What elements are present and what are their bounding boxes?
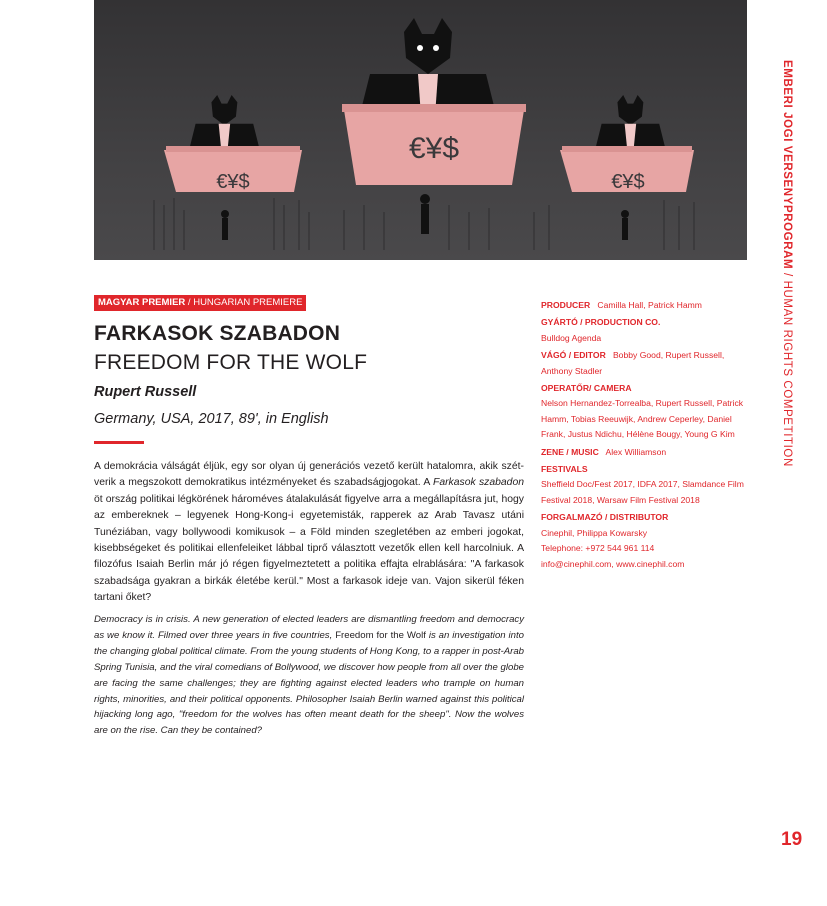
premiere-en: HUNGARIAN PREMIERE [193, 297, 303, 308]
section-label-vertical: EMBERI JOGI VERSENYPROGRAM / HUMAN RIGHTS COMPETITION [781, 60, 793, 467]
credit-editor: VÁGÓ / EDITOR Bobby Good, Rupert Russell, Anthony Stadler [541, 350, 725, 376]
credit-distributor: FORGALMAZÓ / DISTRIBUTOR Cinephil, Philippa Kowarsky Telephone: +972 544 961 114 info@cinephil.com, www.cinephil.com [541, 512, 685, 569]
podium-center [342, 104, 526, 185]
premiere-hu: MAGYAR PREMIER [98, 297, 186, 308]
svg-text:€¥$: €¥$ [408, 132, 460, 165]
podium-left [164, 146, 302, 193]
credit-production-co: GYÁRTÓ / PRODUCTION CO. Bulldog Agenda [541, 317, 661, 343]
svg-text:€¥$: €¥$ [216, 171, 250, 193]
credit-festivals: FESTIVALS Sheffield Doc/Fest 2017, IDFA 2017, Slamdance Film Festival 2018, Warsaw Film Festival 2018 [541, 464, 744, 505]
svg-text:€¥$: €¥$ [611, 171, 645, 193]
accent-divider [94, 441, 144, 444]
credit-producer: PRODUCER Camilla Hall, Patrick Hamm [541, 300, 702, 310]
credit-music: ZENE / MUSIC Alex Williamson [541, 446, 667, 457]
contact-email-web[interactable]: info@cinephil.com, www.cinephil.com [541, 558, 685, 569]
hero-illustration [94, 0, 747, 260]
film-title-en: FREEDOM FOR THE WOLF [94, 351, 368, 374]
page-number: 19 [781, 829, 803, 850]
contact-telephone: Telephone: +972 544 961 114 [541, 543, 655, 554]
podium-right [560, 146, 694, 193]
synopsis-english: Democracy is in crisis. A new generation of elected leaders are dismantling freedom and democracy as we know it. Filmed over three years in five countries, Freedom for the Wolf is an investigation into the changing global political climate. From the young students of Hong Kong, to a rapper in post-Arab Spring Tunisia, and the viral comedians of Bollywood, we discover how people from all over the globe are facing the same challenges; they are fighting against elected leaders who trample on human rights, minorities, and their political opponents. Philosopher Isaiah Berlin warned against this political hijacking long ago, "freedom for the wolves has often meant death for the sheep". Now the wolves are on the rise. Can they be contained? [94, 614, 525, 737]
credits-block [541, 298, 756, 574]
film-title-hu: FARKASOK SZABADON [94, 322, 341, 345]
synopsis-hungarian: A demokrácia válságát éljük, egy sor olyan új generációs vezető került hatalomra, akik szét-verik a megszokott demokratikus intézményeket és szabadságjogokat. A Farkasok szabadon öt ország politikai légkörének hároméves átalakulását figyelve arra a megállapításra jut, hogy az embereknek – legyenek Hong-Kong-i egyetemisták, rapperek az Arab Tavasz utáni Tunéziában, vagy bollywoodi komikusok – a Föld minden szegletében az emberi jogokat, kisebbségeket és politikai ellenfeleiket lábbal tiprő választott vezetők ellen kell harcolniuk. A filozófus Isaiah Berlin már jó régen figyelmeztetett a politika effajta elrablására: "A farkasok szabadsága gyakran a birkák életébe kerül." Most a farkasok ideje van. Vajon sikerül féken tartani őket? [94, 461, 525, 604]
premiere-badge: MAGYAR PREMIER / HUNGARIAN PREMIERE [94, 295, 306, 311]
credit-camera: OPERATŐR/ CAMERA Nelson Hernandez-Torrealba, Rupert Russell, Patrick Hamm, Tobias Reeuwijk, Andrew Ceperley, Daniel Frank, Justus Ndichu, Hélène Bougy, Young G Kim [541, 383, 744, 440]
film-meta: Germany, USA, 2017, 89', in English [94, 411, 329, 427]
director-name: Rupert Russell [94, 384, 197, 400]
